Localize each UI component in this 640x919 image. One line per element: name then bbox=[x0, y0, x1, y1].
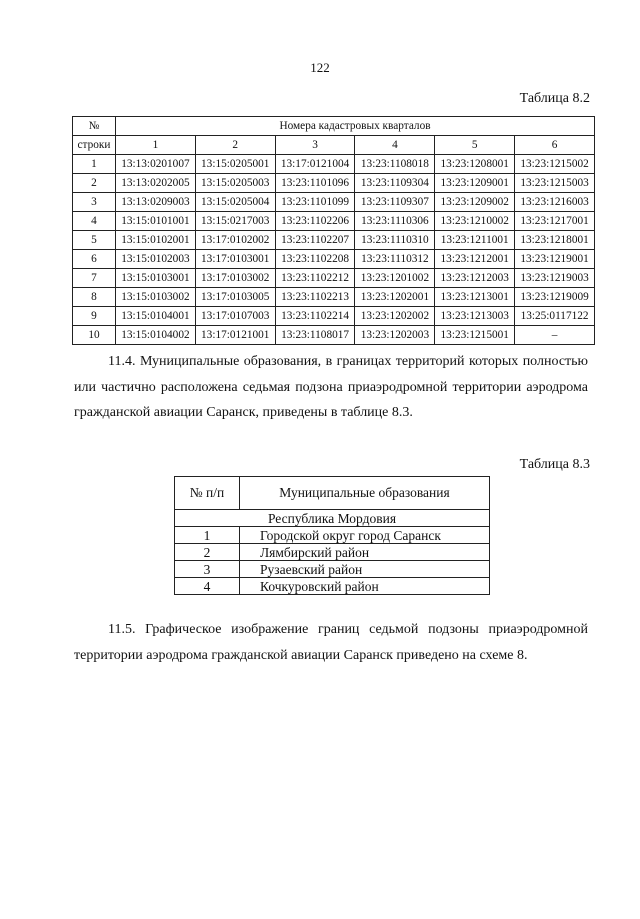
number-cell: 2 bbox=[175, 544, 240, 561]
cadastral-number-cell: 13:23:1216003 bbox=[515, 193, 595, 212]
cadastral-number-cell: 13:23:1209002 bbox=[435, 193, 515, 212]
cadastral-number-cell: 13:23:1215001 bbox=[435, 326, 515, 345]
column-header: 4 bbox=[355, 136, 435, 155]
cadastral-number-cell: 13:17:0103002 bbox=[195, 269, 275, 288]
cadastral-number-cell: 13:23:1209001 bbox=[435, 174, 515, 193]
table-row bbox=[73, 269, 595, 288]
number-cell: 4 bbox=[175, 578, 240, 595]
cadastral-number-cell: 13:23:1219003 bbox=[515, 269, 595, 288]
row-number-cell: 7 bbox=[73, 269, 116, 288]
table-row bbox=[73, 250, 595, 269]
cadastral-number-cell: 13:23:1102206 bbox=[275, 212, 355, 231]
row-number-header-label: строки bbox=[73, 136, 116, 155]
cadastral-number-cell: 13:15:0102001 bbox=[116, 231, 196, 250]
cadastral-number-cell: 13:25:0117122 bbox=[515, 307, 595, 326]
number-cell: 1 bbox=[175, 527, 240, 544]
cadastral-number-cell: 13:23:1110306 bbox=[355, 212, 435, 231]
table-row bbox=[73, 193, 595, 212]
municipality-cell: Рузаевский район bbox=[240, 561, 490, 578]
cadastral-number-cell: 13:15:0104002 bbox=[116, 326, 196, 345]
table-row bbox=[73, 155, 595, 174]
cadastral-number-cell: 13:17:0103001 bbox=[195, 250, 275, 269]
cadastral-number-cell: – bbox=[515, 326, 595, 345]
paragraph-11-5: 11.5. Графическое изображение границ седьмой подзоны приаэродромной территории аэродрома гражданской авиации Саранск приведено на схеме 8. bbox=[74, 622, 588, 663]
cadastral-number-cell: 13:15:0103002 bbox=[116, 288, 196, 307]
table-row bbox=[175, 561, 490, 578]
cadastral-number-cell: 13:23:1215003 bbox=[515, 174, 595, 193]
cadastral-number-cell: 13:17:0107003 bbox=[195, 307, 275, 326]
cadastral-number-cell: 13:23:1202001 bbox=[355, 288, 435, 307]
row-number-cell: 2 bbox=[73, 174, 116, 193]
row-number-cell: 4 bbox=[73, 212, 116, 231]
table-row bbox=[73, 307, 595, 326]
cadastral-number-cell: 13:23:1101099 bbox=[275, 193, 355, 212]
cadastral-number-cell: 13:17:0102002 bbox=[195, 231, 275, 250]
cadastral-number-cell: 13:15:0205003 bbox=[195, 174, 275, 193]
cadastral-number-cell: 13:13:0202005 bbox=[116, 174, 196, 193]
cadastral-number-cell: 13:23:1219001 bbox=[515, 250, 595, 269]
column-header: 3 bbox=[275, 136, 355, 155]
table-row bbox=[175, 578, 490, 595]
cadastral-number-cell: 13:23:1102208 bbox=[275, 250, 355, 269]
cadastral-group-header: Номера кадастровых кварталов bbox=[116, 117, 595, 136]
table-subheader-row bbox=[73, 136, 595, 155]
cadastral-number-cell: 13:23:1102214 bbox=[275, 307, 355, 326]
table-row bbox=[175, 527, 490, 544]
cadastral-number-cell: 13:15:0104001 bbox=[116, 307, 196, 326]
column-header: 2 bbox=[195, 136, 275, 155]
table-row bbox=[73, 231, 595, 250]
table-8-2-caption: Таблица 8.2 bbox=[519, 91, 590, 106]
municipality-cell: Кочкуровский район bbox=[240, 578, 490, 595]
table-row bbox=[175, 544, 490, 561]
paragraph-11-4: 11.4. Муниципальные образования, в границах территорий которых полностью или частично расположена седьмая подзона приаэродромной территории аэродрома гражданской авиации Саранск, приведены в таблице 8.3. bbox=[74, 354, 588, 420]
row-number-header-top: № bbox=[88, 119, 100, 132]
page-number: 122 bbox=[310, 60, 330, 75]
cadastral-number-cell: 13:23:1108018 bbox=[355, 155, 435, 174]
cadastral-number-cell: 13:23:1215002 bbox=[515, 155, 595, 174]
column-header: 1 bbox=[116, 136, 196, 155]
cadastral-number-cell: 13:23:1101096 bbox=[275, 174, 355, 193]
cadastral-number-cell: 13:23:1102212 bbox=[275, 269, 355, 288]
cadastral-number-cell: 13:23:1212001 bbox=[435, 250, 515, 269]
row-number-cell: 1 bbox=[73, 155, 116, 174]
cadastral-number-cell: 13:17:0121001 bbox=[195, 326, 275, 345]
cadastral-number-cell: 13:23:1202003 bbox=[355, 326, 435, 345]
cadastral-number-cell: 13:23:1201002 bbox=[355, 269, 435, 288]
row-number-header bbox=[73, 117, 116, 136]
cadastral-number-cell: 13:15:0101001 bbox=[116, 212, 196, 231]
cadastral-number-cell: 13:13:0209003 bbox=[116, 193, 196, 212]
municipality-cell: Лямбирский район bbox=[240, 544, 490, 561]
table-8-3-caption: Таблица 8.3 bbox=[519, 457, 590, 472]
cadastral-number-cell: 13:23:1217001 bbox=[515, 212, 595, 231]
table-header-row bbox=[175, 477, 490, 510]
number-header: № п/п bbox=[175, 477, 240, 510]
municipality-cell: Городской округ город Саранск bbox=[240, 527, 490, 544]
table-row bbox=[73, 174, 595, 193]
table-row bbox=[73, 326, 595, 345]
row-number-cell: 10 bbox=[73, 326, 116, 345]
cadastral-number-cell: 13:23:1208001 bbox=[435, 155, 515, 174]
municipalities-table bbox=[174, 476, 490, 595]
row-number-cell: 5 bbox=[73, 231, 116, 250]
cadastral-number-cell: 13:23:1219009 bbox=[515, 288, 595, 307]
cadastral-number-cell: 13:17:0121004 bbox=[275, 155, 355, 174]
cadastral-number-cell: 13:23:1213001 bbox=[435, 288, 515, 307]
cadastral-number-cell: 13:23:1213003 bbox=[435, 307, 515, 326]
row-number-cell: 3 bbox=[73, 193, 116, 212]
cadastral-number-cell: 13:23:1210002 bbox=[435, 212, 515, 231]
number-cell: 3 bbox=[175, 561, 240, 578]
cadastral-number-cell: 13:23:1110312 bbox=[355, 250, 435, 269]
cadastral-number-cell: 13:23:1108017 bbox=[275, 326, 355, 345]
cadastral-number-cell: 13:23:1110310 bbox=[355, 231, 435, 250]
cadastral-number-cell: 13:15:0103001 bbox=[116, 269, 196, 288]
region-row bbox=[175, 510, 490, 527]
cadastral-number-cell: 13:15:0102003 bbox=[116, 250, 196, 269]
cadastral-number-cell: 13:15:0205004 bbox=[195, 193, 275, 212]
cadastral-number-cell: 13:23:1211001 bbox=[435, 231, 515, 250]
cadastral-number-cell: 13:15:0217003 bbox=[195, 212, 275, 231]
table-row bbox=[73, 288, 595, 307]
cadastral-number-cell: 13:23:1109304 bbox=[355, 174, 435, 193]
cadastral-number-cell: 13:23:1202002 bbox=[355, 307, 435, 326]
cadastral-number-cell: 13:23:1212003 bbox=[435, 269, 515, 288]
cadastral-number-cell: 13:13:0201007 bbox=[116, 155, 196, 174]
cadastral-quarters-table bbox=[72, 116, 595, 345]
row-number-cell: 9 bbox=[73, 307, 116, 326]
cadastral-number-cell: 13:23:1218001 bbox=[515, 231, 595, 250]
municipality-header: Муниципальные образования bbox=[240, 477, 490, 510]
cadastral-number-cell: 13:15:0205001 bbox=[195, 155, 275, 174]
row-number-cell: 8 bbox=[73, 288, 116, 307]
row-number-cell: 6 bbox=[73, 250, 116, 269]
cadastral-number-cell: 13:23:1102213 bbox=[275, 288, 355, 307]
cadastral-number-cell: 13:23:1109307 bbox=[355, 193, 435, 212]
table-row bbox=[73, 212, 595, 231]
table-header-row bbox=[73, 117, 595, 136]
column-header: 5 bbox=[435, 136, 515, 155]
region-cell: Республика Мордовия bbox=[175, 510, 490, 527]
cadastral-number-cell: 13:23:1102207 bbox=[275, 231, 355, 250]
cadastral-number-cell: 13:17:0103005 bbox=[195, 288, 275, 307]
column-header: 6 bbox=[515, 136, 595, 155]
